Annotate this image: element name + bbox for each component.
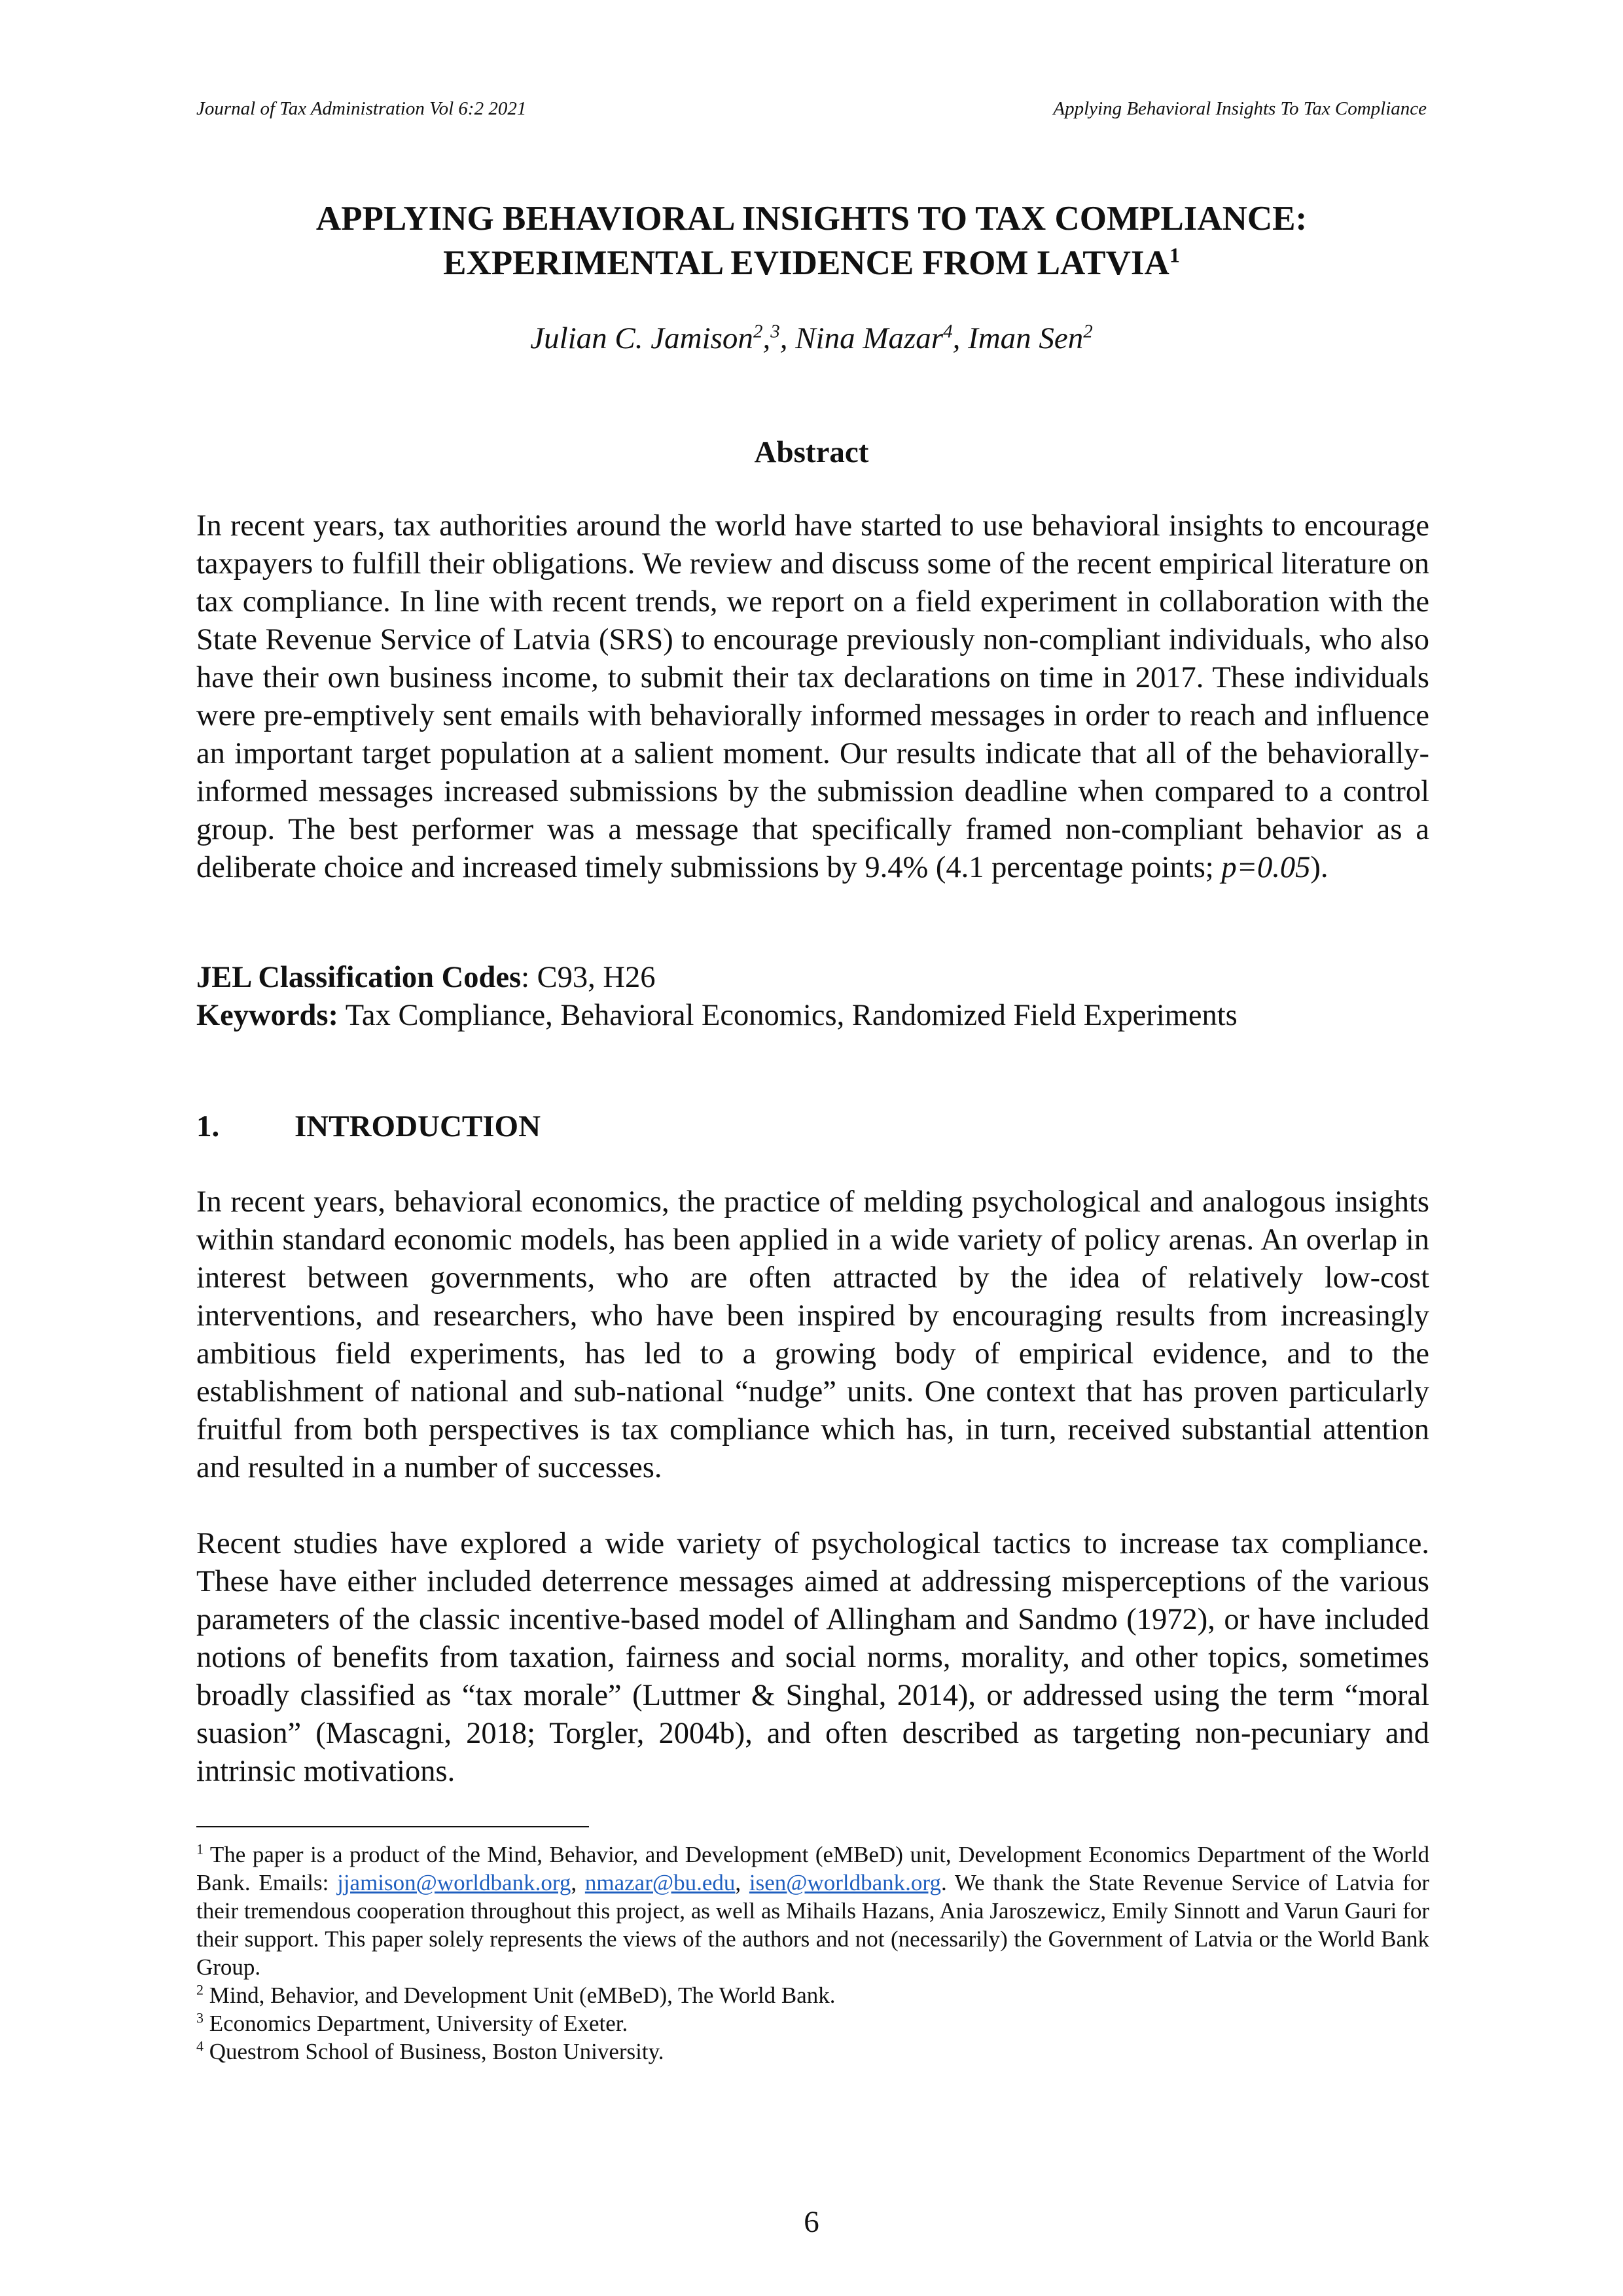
email-link-sen[interactable]: isen@worldbank.org	[749, 1870, 941, 1895]
jel-value: : C93, H26	[521, 961, 656, 994]
author-3-affiliation-mark[interactable]: 2	[1083, 321, 1093, 342]
author-2-name: Nina Mazar	[795, 321, 944, 355]
footnote-3	[196, 2009, 1429, 2037]
author-separator-2: ,	[952, 321, 969, 355]
footnote-divider	[196, 1826, 589, 1827]
email-separator: ,	[571, 1870, 585, 1895]
footnote-2-text: Mind, Behavior, and Development Unit (eMBeD), The World Bank.	[204, 1982, 836, 2008]
abstract-p-value: p=0.05	[1221, 851, 1311, 884]
running-header	[196, 98, 1427, 120]
footnote-4	[196, 2037, 1429, 2066]
author-1-affiliation-mark-2[interactable]: 3	[770, 321, 780, 342]
abstract-body: In recent years, tax authorities around the world have started to use behavioral insights to encourage taxpayers to fulfill their obligations. We review and discuss some of the recent empirical literature on tax compliance. In line with recent trends, we report on a field experiment in collaboration with the State Revenue Service of Latvia (SRS) to encourage previously non-compliant individuals, who also have their own business income, to submit their tax declarations on time in 2017. These individuals were pre-emptively sent emails with behaviorally informed messages in order to reach and influence an important target population at a salient moment. Our results indicate that all of the behaviorally-informed messages increased submissions by the submission deadline when compared to a control group. The best performer was a message that specifically framed non-compliant behavior as a deliberate choice and increased timely submissions by 9.4% (4.1 percentage points;	[196, 509, 1429, 884]
footnote-3-mark: 3	[196, 2009, 204, 2026]
footnote-1	[196, 1840, 1429, 1981]
footnote-1-text: The paper is a product of the Mind, Behavior, and Development (eMBeD) unit, Development Economics Department of the World Bank. Emails:	[196, 1842, 1429, 1895]
author-1-name: Julian C. Jamison	[530, 321, 753, 355]
email-link-mazar[interactable]: nmazar@bu.edu	[584, 1870, 736, 1895]
author-list	[196, 321, 1427, 356]
footnote-2-mark: 2	[196, 1981, 204, 1998]
intro-paragraph-2: Recent studies have explored a wide variety of psychological tactics to increase tax compliance. These have either included deterrence messages aimed at addressing misperceptions of the various parameters of the classic incentive-based model of Allingham and Sandmo (1972), or have included notions of benefits from taxation, fairness and social norms, morality, and other topics, sometimes broadly classified as “tax morale” (Luttmer & Singhal, 2014), or addressed using the term “moral suasion” (Mascagni, 2018; Torgler, 2004b), and often described as targeting non-pecuniary and intrinsic motivations.	[196, 1527, 1429, 1788]
intro-paragraph-1: In recent years, behavioral economics, the practice of melding psychological and analogous insights within standard economic models, has been applied in a wide variety of policy arenas. An overlap in interest between governments, who are often attracted by the idea of relatively low-cost interventions, and researchers, who have been inspired by encouraging results from increasingly ambitious field experiments, has led to a growing body of empirical evidence, and to the establishment of national and sub-national “nudge” units. One context that has proven particularly fruitful from both perspectives is tax compliance which has, in turn, received substantial attention and resulted in a number of successes.	[196, 1185, 1429, 1484]
footnotes	[196, 1840, 1429, 2066]
footnote-3-text: Economics Department, University of Exeter.	[204, 2011, 628, 2036]
affiliation-separator: ,	[762, 321, 771, 355]
page-number: 6	[804, 2205, 819, 2239]
keywords-value: Tax Compliance, Behavioral Economics, Randomized Field Experiments	[338, 999, 1238, 1032]
email-separator-2: ,	[735, 1870, 749, 1895]
email-link-jamison[interactable]: jjamison@worldbank.org	[337, 1870, 571, 1895]
footnote-1-text-cont: . We thank the State Revenue Service of Latvia for their tremendous cooperation throughout this project, as well as Mihails Hazans, Ania Jaroszewicz, Emily Sinnott and Varun Gauri for their support. This paper solely represents the views of the authors and not (necessarily) the Government of Latvia or the World Bank Group.	[196, 1870, 1429, 1980]
footnote-4-mark: 4	[196, 2037, 204, 2054]
section-heading-introduction	[196, 1109, 541, 1144]
keywords-label: Keywords:	[196, 999, 338, 1032]
title-line-2-text: EXPERIMENTAL EVIDENCE FROM LATVIA	[443, 244, 1169, 282]
author-3-name: Iman Sen	[968, 321, 1084, 355]
abstract-heading: Abstract	[754, 435, 869, 469]
section-title: INTRODUCTION	[294, 1109, 541, 1143]
author-2-affiliation-mark[interactable]: 4	[943, 321, 953, 342]
keywords	[196, 997, 1429, 1035]
author-1-affiliation-mark[interactable]: 2	[753, 321, 763, 342]
running-title: Applying Behavioral Insights To Tax Compliance	[1053, 98, 1427, 119]
title-footnote-mark[interactable]: 1	[1169, 243, 1180, 267]
footnote-2	[196, 1981, 1429, 2009]
abstract-close: ).	[1310, 851, 1329, 884]
jel-label: JEL Classification Codes	[196, 961, 522, 994]
author-separator: ,	[779, 321, 796, 355]
section-number: 1.	[196, 1109, 220, 1143]
title-line-2	[196, 241, 1427, 285]
journal-name: Journal of Tax Administration Vol 6:2 2021	[196, 98, 527, 119]
paper-title	[196, 196, 1427, 285]
jel-codes	[196, 959, 1429, 997]
footnote-1-mark: 1	[196, 1840, 204, 1857]
title-line-1: APPLYING BEHAVIORAL INSIGHTS TO TAX COMPLIANCE:	[315, 200, 1308, 238]
footnote-4-text: Questrom School of Business, Boston University.	[204, 2039, 664, 2064]
abstract-text	[196, 507, 1429, 887]
